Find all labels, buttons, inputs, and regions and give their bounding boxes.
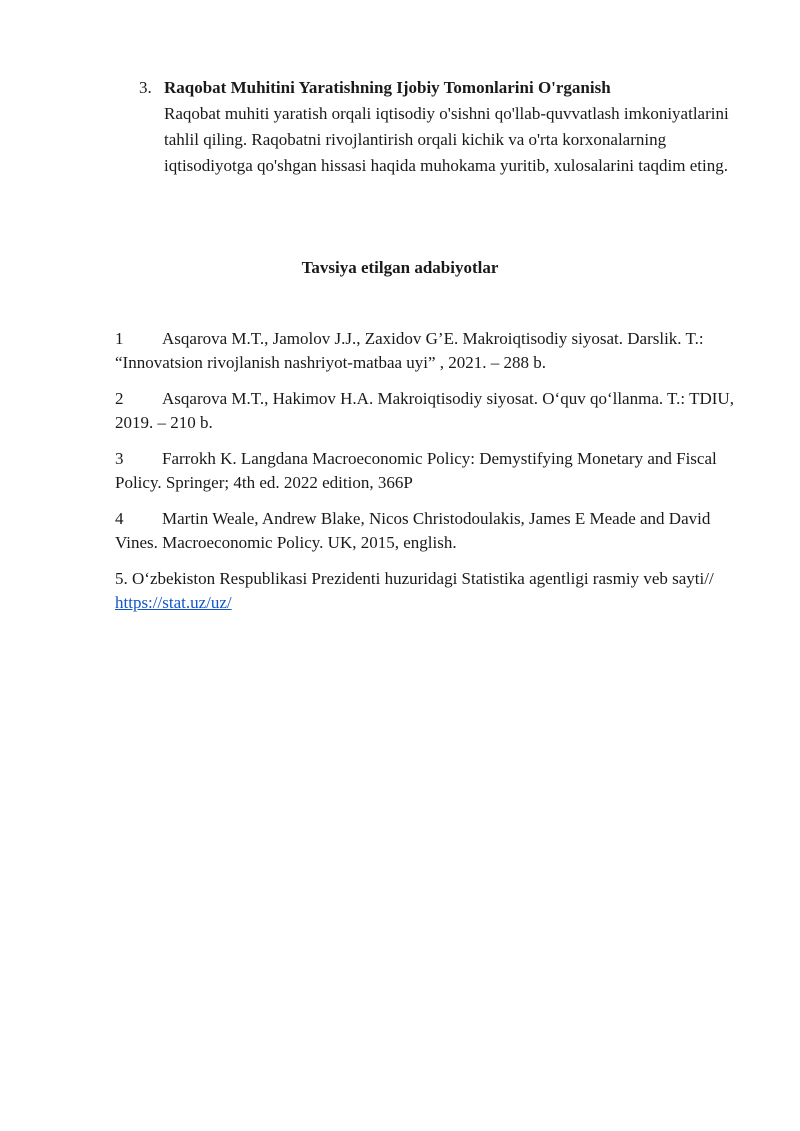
reference-item [115, 507, 735, 555]
reference-item [115, 387, 735, 435]
reference-item [115, 327, 735, 375]
reference-number: 3 [115, 449, 124, 468]
reference-text: Asqarova M.T., Hakimov H.A. Makroiqtisodiy siyosat. O‘quv qo‘llanma. T.: TDIU, 2019. – 210 b. [115, 389, 734, 432]
reference-list [115, 327, 735, 627]
reference-text: Martin Weale, Andrew Blake, Nicos Christodoulakis, James E Meade and David Vines. Macroeconomic Policy. UK, 2015, english. [115, 509, 711, 552]
list-item-body [164, 75, 734, 179]
stat-uz-link[interactable]: https://stat.uz/uz/ [115, 593, 232, 612]
reference-text: Asqarova M.T., Jamolov J.J., Zaxidov G’E. Makroiqtisodiy siyosat. Darslik. T.: “Innovatsion rivojlanish nashriyot-matbaa uyi” , 2021. – 288 b. [115, 329, 704, 372]
reference-item [115, 567, 735, 615]
reference-text: Farrokh K. Langdana Macroeconomic Policy: Demystifying Monetary and Fiscal Policy. Springer; 4th ed. 2022 edition, 366P [115, 449, 717, 492]
section-text: Raqobat muhiti yaratish orqali iqtisodiy o'sishni qo'llab-quvvatlash imkoniyatlarini tahlil qiling. Raqobatni rivojlantirish orqali kichik va o'rta korxonalarning iqtisodiyotga qo'shgan hissasi haqida muhokama yuritib, xulosalarini taqdim eting. [164, 104, 729, 175]
literature-heading: Tavsiya etilgan adabiyotlar [301, 258, 499, 277]
reference-number: 4 [115, 509, 124, 528]
reference-item [115, 447, 735, 495]
reference-number: 1 [115, 329, 124, 348]
reference-number: 2 [115, 389, 124, 408]
section-title: Raqobat Muhitini Yaratishning Ijobiy Tomonlarini O'rganish [164, 78, 611, 97]
reference-text: 5. O‘zbekiston Respublikasi Prezidenti huzuridagi Statistika agentligi rasmiy veb sayti// [115, 569, 714, 588]
list-number: 3. [139, 78, 152, 97]
